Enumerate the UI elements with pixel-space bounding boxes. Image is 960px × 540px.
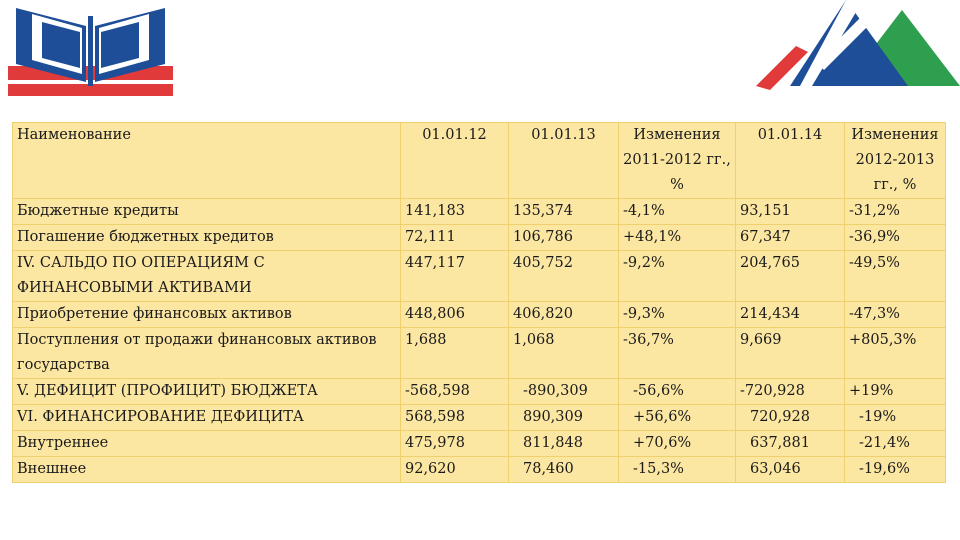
header-name: Наименование — [13, 123, 401, 199]
cell-value-2014: 637,881 — [736, 431, 845, 457]
cell-change-1: +48,1% — [619, 225, 736, 251]
cell-change-1: -9,3% — [619, 302, 736, 328]
table-row — [13, 405, 946, 431]
mountain-logo-icon — [752, 0, 960, 92]
table-row — [13, 302, 946, 328]
row-name: V. ДЕФИЦИТ (ПРОФИЦИТ) БЮДЖЕТА — [13, 379, 401, 405]
cell-value-2012: 1,688 — [401, 328, 509, 379]
cell-value-2012: -568,598 — [401, 379, 509, 405]
cell-value-2012: 448,806 — [401, 302, 509, 328]
header-date-2013: 01.01.13 — [509, 123, 619, 199]
cell-change-1: -56,6% — [619, 379, 736, 405]
table-row — [13, 251, 946, 302]
row-name: IV. САЛЬДО ПО ОПЕРАЦИЯМ С ФИНАНСОВЫМИ АКТИВАМИ — [13, 251, 401, 302]
cell-value-2014: 720,928 — [736, 405, 845, 431]
cell-value-2013: 406,820 — [509, 302, 619, 328]
cell-change-1: -15,3% — [619, 457, 736, 483]
cell-value-2013: -890,309 — [509, 379, 619, 405]
cell-change-2: +805,3% — [845, 328, 946, 379]
cell-change-1: +56,6% — [619, 405, 736, 431]
cell-value-2013: 811,848 — [509, 431, 619, 457]
table-row — [13, 457, 946, 483]
cell-value-2014: 67,347 — [736, 225, 845, 251]
cell-change-2: -36,9% — [845, 225, 946, 251]
header-change-2012-2013: Изменения 2012-2013 гг., % — [845, 123, 946, 199]
cell-value-2014: -720,928 — [736, 379, 845, 405]
row-name: Приобретение финансовых активов — [13, 302, 401, 328]
cell-value-2012: 475,978 — [401, 431, 509, 457]
table-row — [13, 328, 946, 379]
cell-value-2013: 890,309 — [509, 405, 619, 431]
cell-change-2: -47,3% — [845, 302, 946, 328]
cell-change-2: -49,5% — [845, 251, 946, 302]
cell-value-2013: 106,786 — [509, 225, 619, 251]
header-change-2011-2012: Изменения 2011-2012 гг., % — [619, 123, 736, 199]
cell-value-2013: 1,068 — [509, 328, 619, 379]
cell-value-2013: 405,752 — [509, 251, 619, 302]
cell-value-2012: 92,620 — [401, 457, 509, 483]
cell-value-2014: 204,765 — [736, 251, 845, 302]
header-date-2014: 01.01.14 — [736, 123, 845, 199]
table-row — [13, 379, 946, 405]
budget-table — [12, 122, 946, 483]
cell-change-2: -21,4% — [845, 431, 946, 457]
cell-value-2013: 135,374 — [509, 199, 619, 225]
cell-change-1: -9,2% — [619, 251, 736, 302]
cell-change-2: -31,2% — [845, 199, 946, 225]
cell-value-2012: 447,117 — [401, 251, 509, 302]
cell-change-1: +70,6% — [619, 431, 736, 457]
row-name: Бюджетные кредиты — [13, 199, 401, 225]
cell-value-2014: 93,151 — [736, 199, 845, 225]
row-name: Погашение бюджетных кредитов — [13, 225, 401, 251]
row-name: Внутреннее — [13, 431, 401, 457]
cell-change-2: +19% — [845, 379, 946, 405]
cell-change-2: -19% — [845, 405, 946, 431]
cell-change-1: -4,1% — [619, 199, 736, 225]
cell-value-2014: 214,434 — [736, 302, 845, 328]
table-row — [13, 225, 946, 251]
cell-value-2014: 63,046 — [736, 457, 845, 483]
book-logo-icon — [8, 2, 173, 97]
cell-value-2012: 72,111 — [401, 225, 509, 251]
table-row — [13, 199, 946, 225]
cell-value-2014: 9,669 — [736, 328, 845, 379]
table-header-row — [13, 123, 946, 199]
cell-value-2013: 78,460 — [509, 457, 619, 483]
row-name: Внешнее — [13, 457, 401, 483]
header-date-2012: 01.01.12 — [401, 123, 509, 199]
cell-value-2012: 568,598 — [401, 405, 509, 431]
table-row — [13, 431, 946, 457]
row-name: Поступления от продажи финансовых активов государства — [13, 328, 401, 379]
cell-change-1: -36,7% — [619, 328, 736, 379]
cell-value-2012: 141,183 — [401, 199, 509, 225]
row-name: VI. ФИНАНСИРОВАНИЕ ДЕФИЦИТА — [13, 405, 401, 431]
cell-change-2: -19,6% — [845, 457, 946, 483]
